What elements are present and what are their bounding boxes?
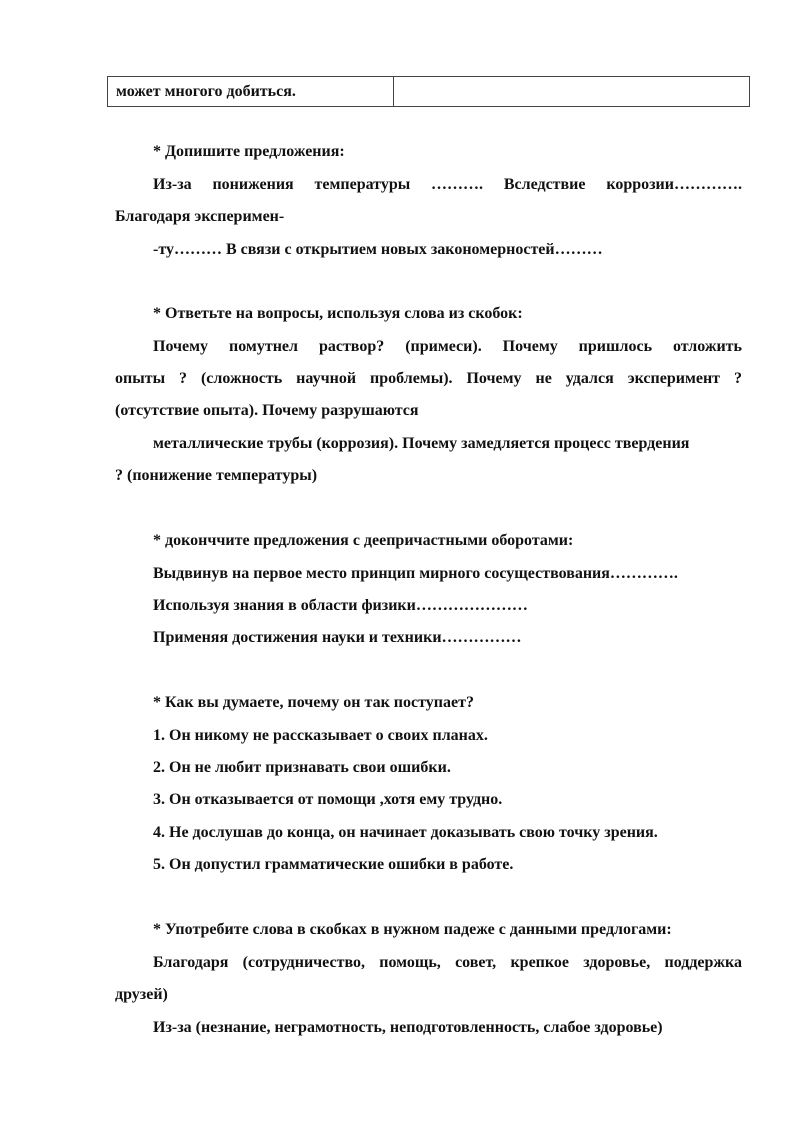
word: крепкое bbox=[510, 954, 569, 971]
word: опыты bbox=[115, 370, 166, 387]
word: ? bbox=[179, 370, 188, 387]
word: (сложность bbox=[200, 370, 283, 387]
section-heading-complete-sentences: * Допишите предложения: bbox=[153, 143, 345, 160]
table-cell-right bbox=[394, 77, 749, 106]
paragraph-line bbox=[153, 174, 742, 196]
word: научной bbox=[296, 370, 357, 387]
word: (примеси). bbox=[405, 338, 482, 355]
word: отложить bbox=[673, 338, 742, 355]
word: температуры bbox=[314, 176, 411, 193]
word: коррозии…………. bbox=[606, 176, 742, 193]
section-heading-use-prepositions: * Употребите слова в скобках в нужном падеже с данными предлогами: bbox=[153, 921, 672, 938]
word: понижения bbox=[212, 176, 294, 193]
paragraph-line: -ту……… В связи с открытием новых закономерностей……… bbox=[153, 241, 603, 258]
word: эксперимент bbox=[627, 370, 721, 387]
word: ………. bbox=[431, 176, 484, 193]
list-item: 3. Он отказывается от помощи ,хотя ему трудно. bbox=[153, 791, 503, 808]
paragraph-line bbox=[153, 336, 742, 358]
list-item: 5. Он допустил грамматические ошибки в работе. bbox=[153, 856, 514, 873]
paragraph-line: (отсутствие опыта). Почему разрушаются bbox=[115, 402, 419, 419]
table-row bbox=[107, 76, 750, 107]
paragraph-line: Из-за (незнание, неграмотность, неподготовленность, слабое здоровье) bbox=[153, 1019, 663, 1036]
table-cell-left: может многого добиться. bbox=[108, 77, 394, 106]
section-heading-answer-questions: * Ответьте на вопросы, используя слова из скобок: bbox=[153, 305, 523, 322]
word: пришлось bbox=[578, 338, 653, 355]
paragraph-line: Используя знания в области физики………………… bbox=[153, 597, 528, 614]
list-item: 2. Он не любит признавать свои ошибки. bbox=[153, 759, 451, 776]
word: помощь, bbox=[379, 954, 441, 971]
section-heading-participle-phrases: * доконччите предложения с деепричастными оборотами: bbox=[153, 532, 574, 549]
word: здоровье, bbox=[583, 954, 651, 971]
word: Почему bbox=[466, 370, 522, 387]
paragraph-line: ? (понижение температуры) bbox=[115, 467, 318, 484]
word: Благодаря bbox=[153, 954, 229, 971]
word: удался bbox=[565, 370, 614, 387]
paragraph-line bbox=[153, 952, 742, 974]
paragraph-line: друзей) bbox=[115, 986, 168, 1003]
list-item: 4. Не дослушав до конца, он начинает доказывать свою точку зрения. bbox=[153, 824, 658, 841]
word: ? bbox=[734, 370, 742, 387]
paragraph-line: Применяя достижения науки и техники…………… bbox=[153, 629, 522, 646]
word: проблемы). bbox=[370, 370, 453, 387]
paragraph-line bbox=[115, 368, 742, 390]
paragraph-line: Выдвинув на первое место принцип мирного сосуществования…………. bbox=[153, 565, 678, 582]
word: Почему bbox=[502, 338, 558, 355]
word: поддержка bbox=[664, 954, 742, 971]
word: не bbox=[535, 370, 552, 387]
list-item: 1. Он никому не рассказывает о своих планах. bbox=[153, 727, 488, 744]
paragraph-line: металлические трубы (коррозия). Почему замедляется процесс твердения bbox=[153, 435, 690, 452]
paragraph-line: Благодаря эксперимен- bbox=[115, 208, 285, 225]
word: Из-за bbox=[153, 176, 192, 193]
word: Вследствие bbox=[503, 176, 586, 193]
word: (сотрудничество, bbox=[242, 954, 365, 971]
word: Почему bbox=[153, 338, 209, 355]
word: раствор? bbox=[318, 338, 385, 355]
word: помутнел bbox=[229, 338, 298, 355]
word: совет, bbox=[455, 954, 497, 971]
section-heading-why-does-he: * Как вы думаете, почему он так поступает? bbox=[153, 694, 474, 711]
